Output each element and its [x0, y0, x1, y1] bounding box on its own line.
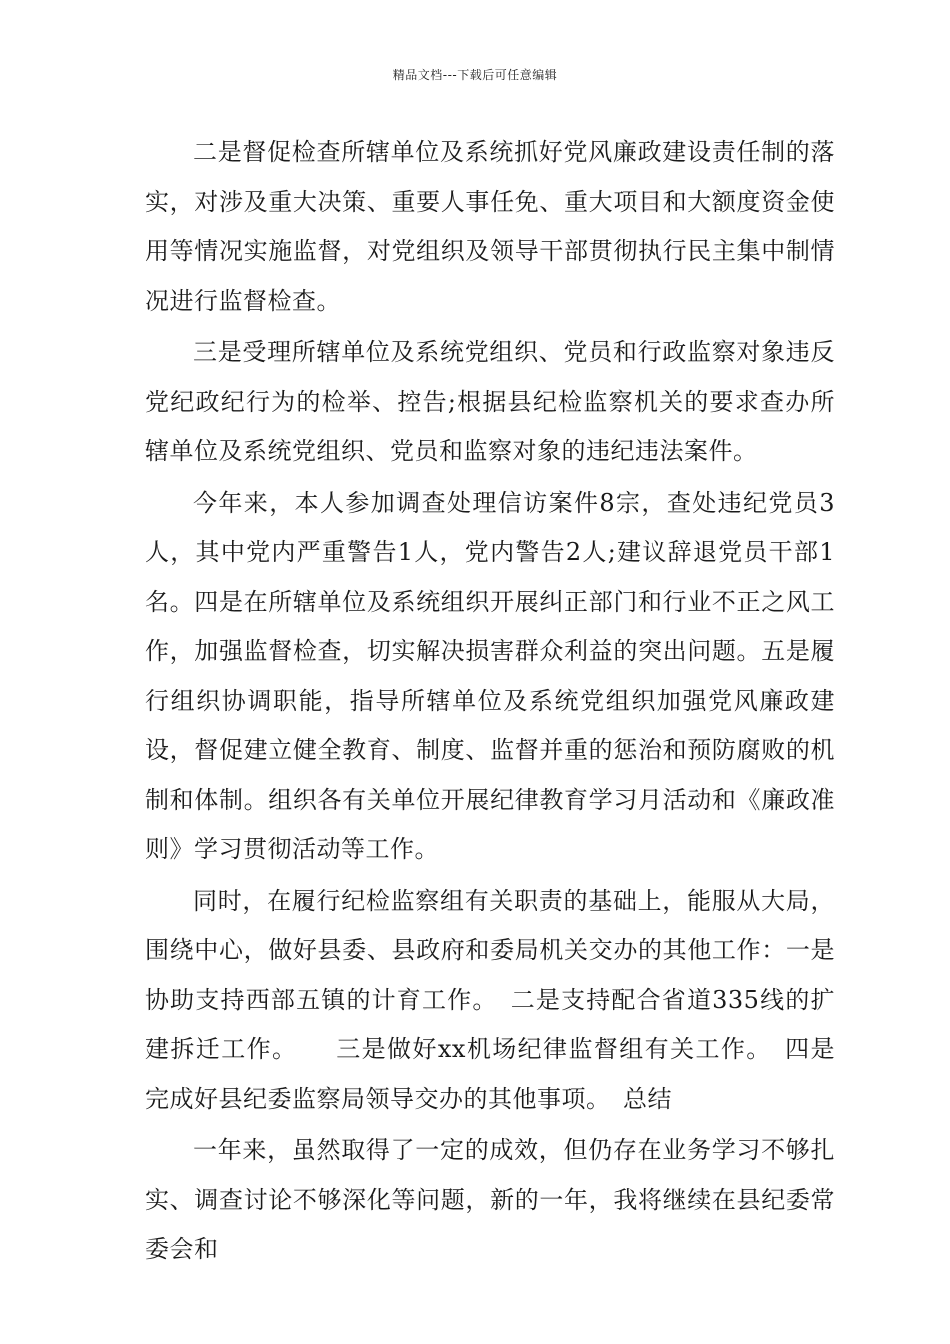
paragraph: 三是受理所辖单位及系统党组织、党员和行政监察对象违反党纪政纪行为的检举、控告;根据县纪检监察机关的要求查办所辖单位及系统党组织、党员和监察对象的违纪违法案件。 — [145, 338, 835, 465]
paragraph: 二是督促检查所辖单位及系统抓好党风廉政建设责任制的落实，对涉及重大决策、重要人事任免、重大项目和大额度资金使用等情况实施监督，对党组织及领导干部贯彻执行民主集中制情况进行监督检查。 — [145, 138, 835, 315]
document-body — [145, 128, 835, 1277]
paragraph: 今年来，本人参加调查处理信访案件8宗，查处违纪党员3人，其中党内严重警告1人，党内警告2人;建议辞退党员干部1名。四是在所辖单位及系统组织开展纠正部门和行业不正之风工作，加强监督检查，切实解决损害群众利益的突出问题。五是履行组织协调职能，指导所辖单位及系统党组织加强党风廉政建设，督促建立健全教育、制度、监督并重的惩治和预防腐败的机制和体制。组织各有关单位开展纪律教育学习月活动和《廉政准则》学习贯彻活动等工作。 — [145, 488, 835, 863]
page-header: 精品文档---下载后可任意编辑 — [392, 68, 558, 82]
paragraph: 同时，在履行纪检监察组有关职责的基础上，能服从大局，围绕中心，做好县委、县政府和委局机关交办的其他工作：一是协助支持西部五镇的计育工作。 二是支持配合省道335线的扩建拆迁工作。 三是做好xx机场纪律监督组有关工作。 四是完成好县纪委监察局领导交办的其他事项。 总结 — [145, 886, 835, 1113]
paragraph: 一年来，虽然取得了一定的成效，但仍存在业务学习不够扎实、调查讨论不够深化等问题，新的一年，我将继续在县纪委常委会和 — [145, 1136, 835, 1263]
